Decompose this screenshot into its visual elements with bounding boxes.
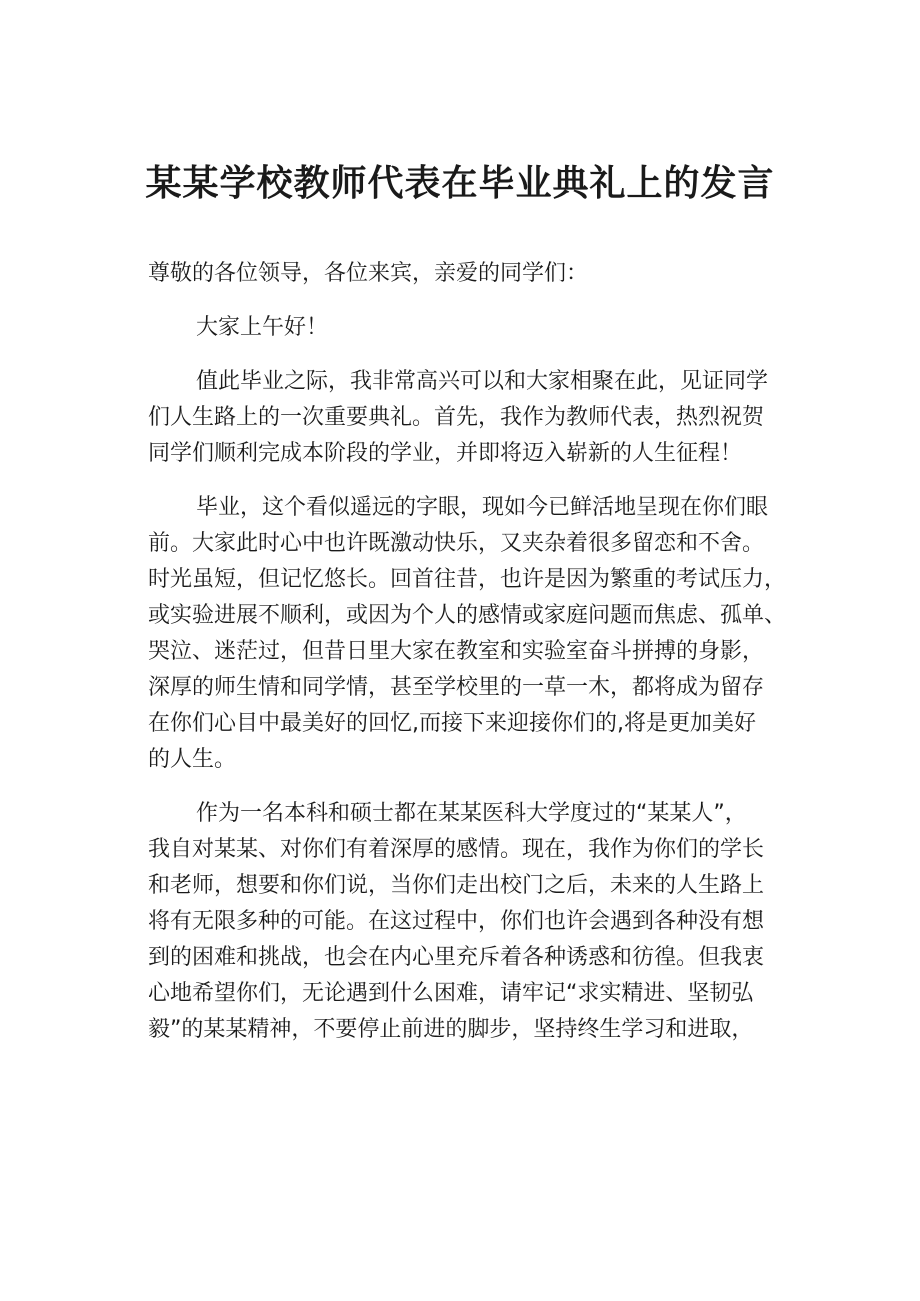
paragraph-line: 心地希望你们，无论遇到什么困难，请牢记“求实精进、坚韧弘 xyxy=(148,981,754,1006)
paragraph-line: 同学们顺利完成本阶段的学业，并即将迈入崭新的人生征程！ xyxy=(148,441,743,466)
paragraph-line: 将有无限多种的可能。在这过程中，你们也许会遇到各种没有想 xyxy=(148,909,765,934)
paragraph-line: 我自对某某、对你们有着深厚的感情。现在，我作为你们的学长 xyxy=(148,837,765,862)
paragraph-line: 值此毕业之际，我非常高兴可以和大家相聚在此，见证同学 xyxy=(196,369,769,394)
body-paragraph-3 xyxy=(148,796,818,1048)
body-paragraph-1 xyxy=(148,364,818,472)
document-body xyxy=(148,256,818,1048)
paragraph-line: 的人生。 xyxy=(148,747,237,772)
body-paragraph-2 xyxy=(148,490,818,778)
paragraph-line: 或实验进展不顺利，或因为个人的感情或家庭问题而焦虑、孤单、 xyxy=(148,603,787,628)
greeting-paragraph xyxy=(148,310,818,346)
paragraph-line: 到的困难和挑战，也会在内心里充斥着各种诱惑和彷徨。但我衷 xyxy=(148,945,765,970)
salutation-paragraph xyxy=(148,256,818,292)
paragraph-line: 毅”的某某精神，不要停止前进的脚步，坚持终生学习和进取， xyxy=(148,1017,754,1042)
paragraph-line: 时光虽短，但记忆悠长。回首往昔，也许是因为繁重的考试压力， xyxy=(148,567,787,592)
salutation-line: 尊敬的各位领导，各位来宾，亲爱的同学们： xyxy=(148,261,589,286)
paragraph-line: 深厚的师生情和同学情，甚至学校里的一草一木，都将成为留存 xyxy=(148,675,765,700)
greeting-line: 大家上午好！ xyxy=(196,315,329,340)
document-title: 某某学校教师代表在毕业典礼上的发言 xyxy=(145,162,775,204)
paragraph-line: 们人生路上的一次重要典礼。首先，我作为教师代表，热烈祝贺 xyxy=(148,405,765,430)
paragraph-line: 哭泣、迷茫过，但昔日里大家在教室和实验室奋斗拼搏的身影， xyxy=(148,639,765,664)
paragraph-line: 前。大家此时心中也许既激动快乐，又夹杂着很多留恋和不舍。 xyxy=(148,531,765,556)
paragraph-line: 作为一名本科和硕士都在某某医科大学度过的“某某人”， xyxy=(196,801,747,826)
paragraph-line: 和老师，想要和你们说，当你们走出校门之后，未来的人生路上 xyxy=(148,873,765,898)
paragraph-line: 在你们心目中最美好的回忆,而接下来迎接你们的,将是更加美好 xyxy=(148,711,756,736)
paragraph-line: 毕业，这个看似遥远的字眼，现如今已鲜活地呈现在你们眼 xyxy=(196,495,769,520)
